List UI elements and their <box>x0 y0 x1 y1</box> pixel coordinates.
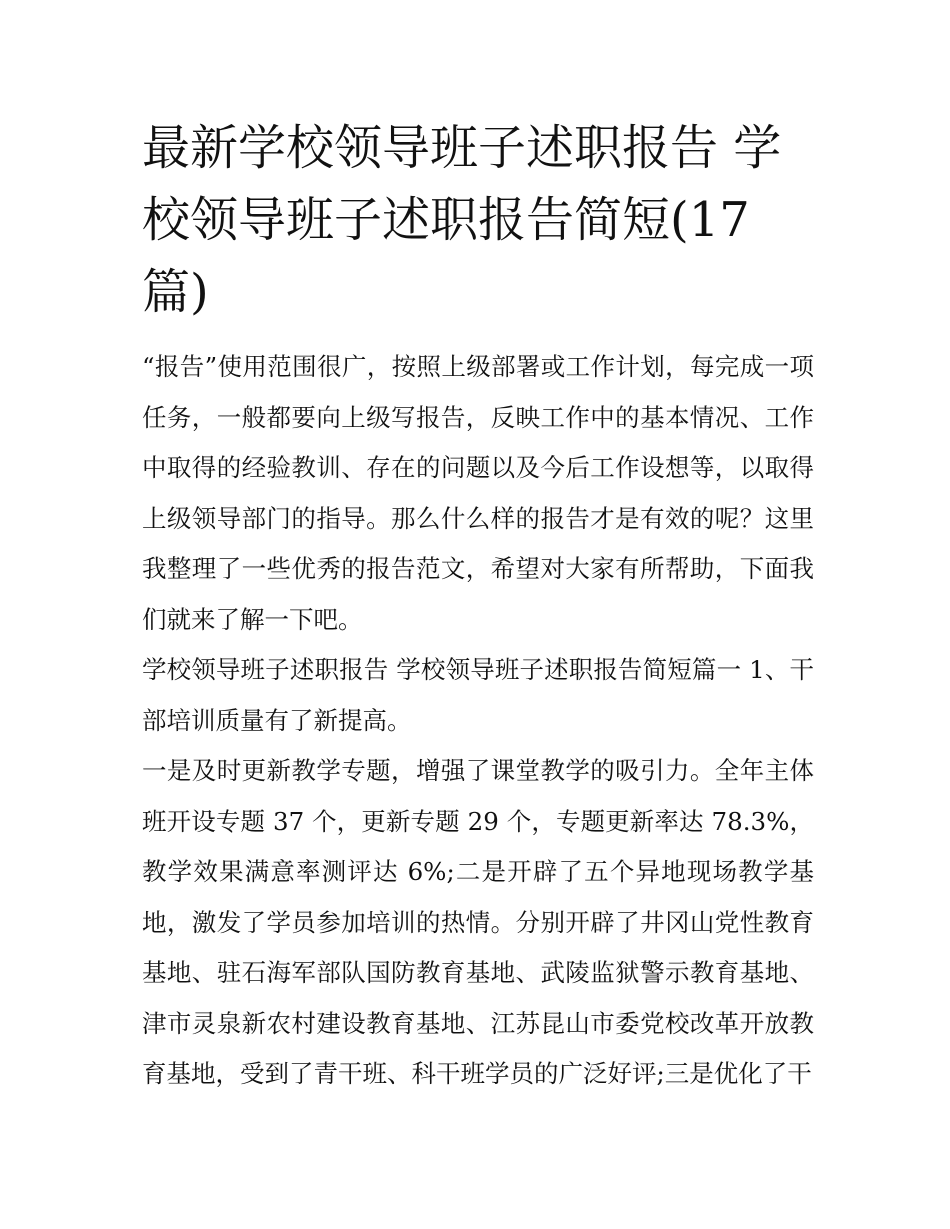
intro-paragraph: “报告”使用范围很广，按照上级部署或工作计划，每完成一项任务，一般都要向上级写报告，反映工作中的基本情况、工作中取得的经验教训、存在的问题以及今后工作设想等，以取得上级领导部门的指导。那么什么样的报告才是有效的呢？这里我整理了一些优秀的报告范文，希望对大家有所帮助，下面我们就来了解一下吧。 <box>142 352 814 634</box>
body-paragraph: 一是及时更新教学专题，增强了课堂教学的吸引力。全年主体班开设专题 37 个，更新专题 29 个，专题更新率达 78.3%，教学效果满意率测评达 6%;二是开辟了五个异地现场教学基地，激发了学员参加培训的热情。分别开辟了井冈山党性教育基地、驻石海军部队国防教育基地、武陵监狱警示教育基地、津市灵泉新农村建设教育基地、江苏昆山市委党校改革开放教育基地，受到了青干班、科干班学员的广泛好评;三是优化了干 <box>142 756 814 1088</box>
document-title: 最新学校领导班子述职报告 学校领导班子述职报告简短(17篇) <box>142 120 782 320</box>
section-heading-paragraph: 学校领导班子述职报告 学校领导班子述职报告简短篇一 1、干部培训质量有了新提高。 <box>142 655 814 735</box>
document-content <box>142 112 814 1100</box>
